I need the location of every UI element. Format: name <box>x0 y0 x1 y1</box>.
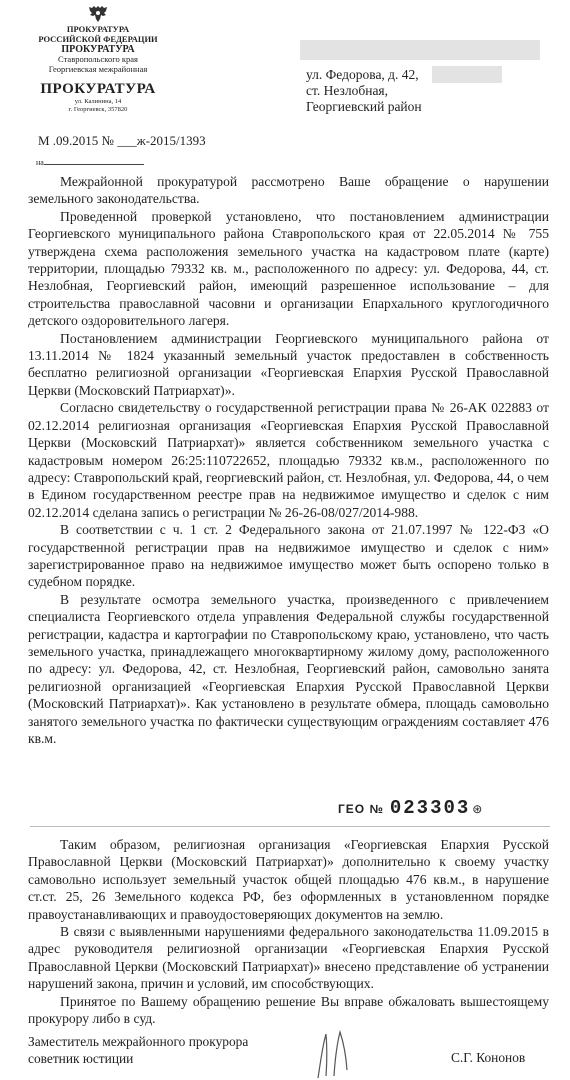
recipient-line-2: ст. Незлобная, <box>306 83 389 98</box>
header-street: ул. Калинина, 14 <box>74 98 122 105</box>
handwritten-signature <box>300 1026 390 1080</box>
recipient-line-1: ул. Федорова, д. 42, <box>306 67 419 82</box>
outgoing-number: М .09.2015 № ___ж-2015/1393 <box>38 133 206 148</box>
letterhead <box>18 4 178 114</box>
redacted-name-block <box>300 40 540 60</box>
recipient-line-3: Георгиевский район <box>306 99 422 114</box>
redacted-apartment-block <box>432 66 502 83</box>
paragraph-6: В результате осмотра земельного участка, произведенного с привлечением специалиста Георгиевского отдела управления Федеральной службы государственной регистрации, кадастра и картографии по Ставропольскому краю, установлено, что часть земельного участка, принадлежащего многоквартирному жилому дому, расположенного по адресу: ул. Федорова, 42, ст. Незлобная, Георгиевский район, самовольно занята религиозной организацией «Георгиевская Епархия Русской Православной Церкви (Московский Патриархат)». Как установлено в результате обмера, площадь самовольно занятого земельного участка по фактически существующим ограждениям составляет 476 кв.м. <box>28 591 549 746</box>
header-line-2: РОССИЙСКОЙ ФЕДЕРАЦИИ <box>38 33 158 44</box>
signatory-position-line-1: Заместитель межрайонного прокурора <box>28 1034 249 1049</box>
paragraph-3: Постановлением администрации Георгиевского муниципального района от 13.11.2014 № 1824 указанный земельный участок предоставлен в собственность бесплатно религиозной организации «Георгиевская Епархия Русской Православной Церкви (Московский Патриархат)». <box>28 330 549 398</box>
signatory-name: С.Г. Кононов <box>451 1050 526 1065</box>
double-headed-eagle-icon <box>87 4 109 24</box>
paragraph-1: Межрайонной прокуратурой рассмотрено Ваше обращение о нарушении земельного законодательства. <box>28 174 549 207</box>
header-line-1: ПРОКУРАТУРА <box>66 24 130 34</box>
geo-serial-number <box>338 797 482 819</box>
letter-body-bottom <box>28 836 549 1027</box>
header-title: ПРОКУРАТУРА <box>40 81 156 97</box>
paragraph-9: Принятое по Вашему обращению решение Вы вправе обжаловать вышестоящему прокурору либо в суд. <box>28 993 549 1027</box>
paragraph-7: Таким образом, религиозная организация «Георгиевская Епархия Русской Православной Церкви (Московский Патриархат)» дополнительно к своему участку самовольно использует земельный участок общей площадью 476 кв.м., в нарушение ст.ст. 25, 26 Земельного кодекса РФ, без оформленных в установленном порядке правоустанавливающих и правоудостоверяющих документов на землю. <box>28 837 549 922</box>
in-reply-underline <box>44 164 144 165</box>
in-reply-to-line <box>36 158 144 167</box>
header-city: г. Георгиевск, 357820 <box>68 106 128 113</box>
paragraph-5: В соответствии с ч. 1 ст. 2 Федерального закона от 21.07.1997 № 122-ФЗ «О государственной регистрации прав на недвижимое имущество и сделок с ним» зарегистрированное право на недвижимое имущество может быть оспорено только в судебном порядке. <box>28 522 549 590</box>
in-reply-label: на <box>36 158 44 167</box>
recipient-address <box>306 67 422 115</box>
geo-label: ГЕО № <box>338 802 384 816</box>
letter-body-top <box>28 173 549 747</box>
paragraph-4: Согласно свидетельству о государственной регистрации права № 26-АК 022883 от 02.12.2014 религиозная организация «Георгиевская Епархия Русской Православной Церкви (Московский Патриархат)» является собственником земельного участка с кадастровым номером 26:25:110722652, площадью 79332 кв.м., расположенного по адресу: Ставропольский край, георгиевский район, ст. Незлобная, ул. Федорова, 44, о чем в Едином государственном реестре прав на недвижимое имущество и сделок с ним 02.12.2014 сделана запись о регистрации № 26-26-08/027/2014-988. <box>28 400 549 520</box>
header-line-3: ПРОКУРАТУРА <box>61 44 135 55</box>
geo-mark-icon: ⊛ <box>472 802 483 816</box>
signatory-position <box>28 1033 248 1067</box>
signatory-position-line-2: советник юстиции <box>28 1051 134 1066</box>
header-line-5: Георгиевская межрайонная <box>48 63 148 74</box>
paragraph-8: В связи с выявленными нарушениями федерального законодательства 11.09.2015 в адрес руководителя религиозной организации «Георгиевская Епархия Русской Православной Церкви (Московский Патриархат)» внесено представление об устранении нарушений закона, причин и условий, им способствующих. <box>28 924 549 992</box>
geo-number: 023303 <box>389 797 471 819</box>
header-line-4: Ставропольского края <box>58 54 138 64</box>
page-break-line <box>30 826 550 827</box>
paragraph-2: Проведенной проверкой установлено, что постановлением администрации Георгиевского муниципального района Ставропольского края от 22.05.2014 № 755 утверждена схема расположения земельного участка на кадастровом плате (карте) территории, площадью 79332 кв. м., расположенного по адресу: ул. Федорова, 44, ст. Незлобная, Георгиевский район, имеющий разрешенное использование – для строительства православной часовни и организации Епархального круглогодичного детского оздоровительного лагеря. <box>28 208 549 329</box>
